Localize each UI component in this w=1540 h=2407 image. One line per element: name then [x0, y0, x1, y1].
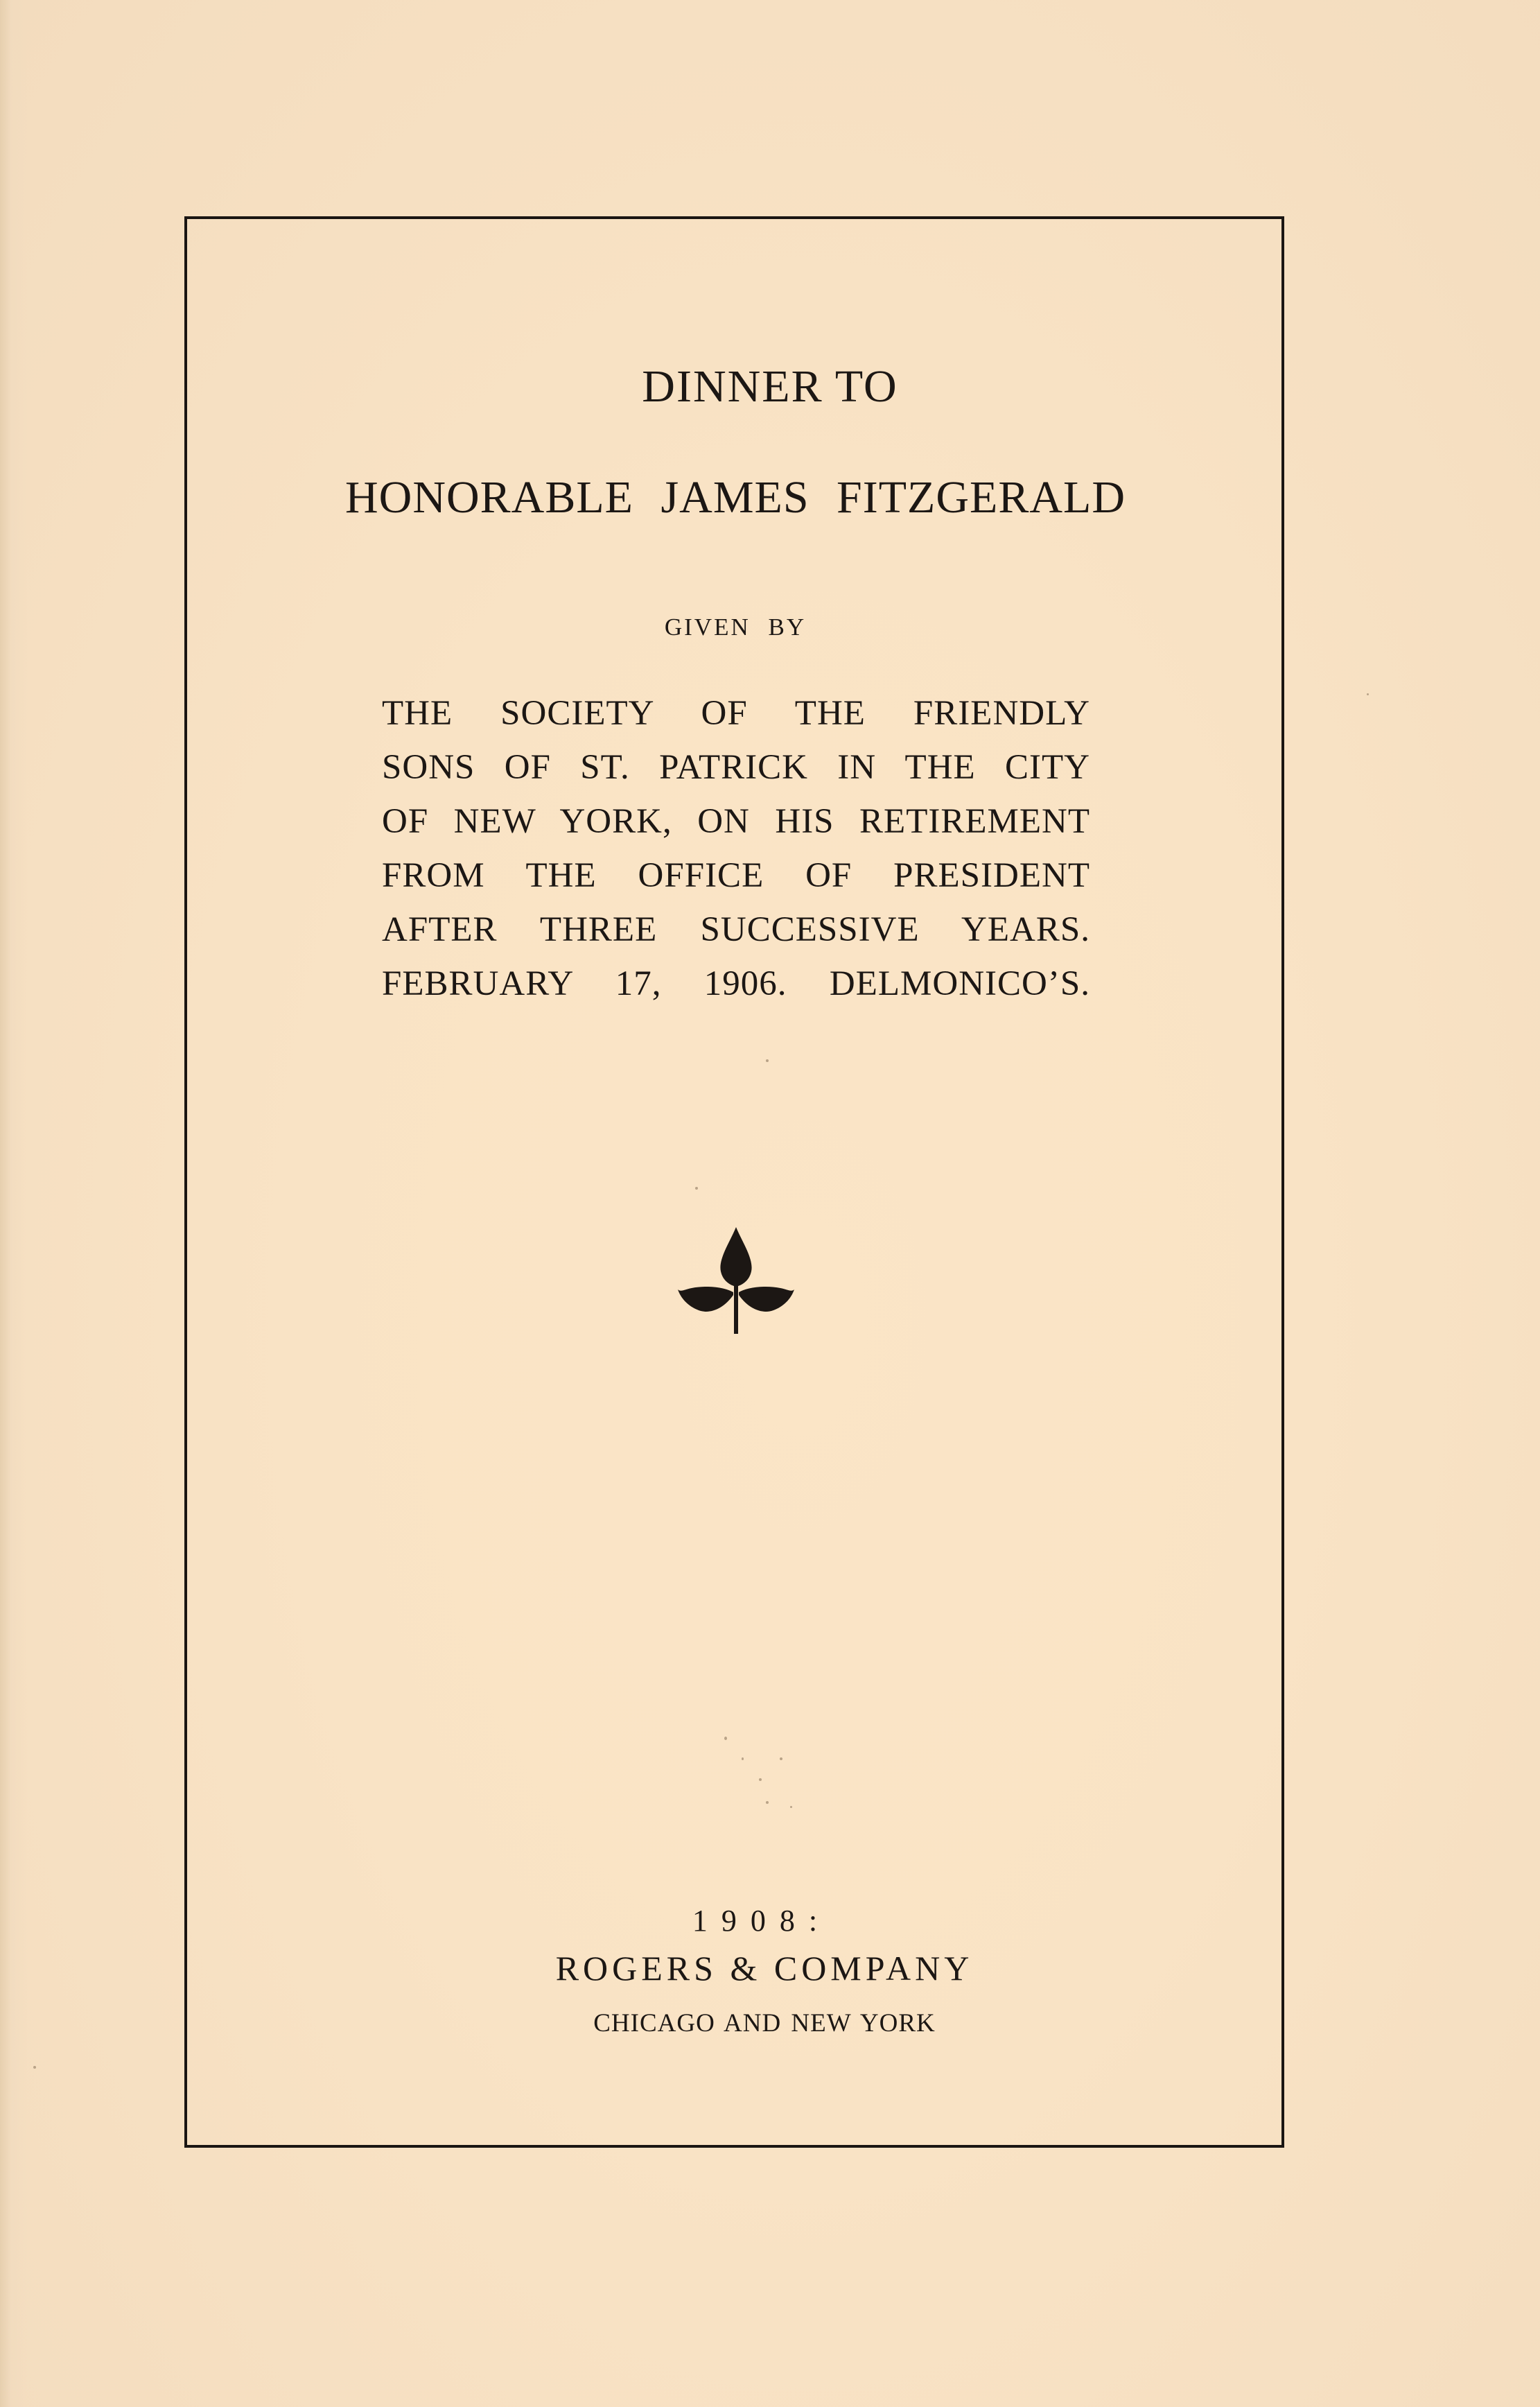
paper-speck [695, 1187, 698, 1190]
paper-speck [766, 1801, 769, 1804]
paper-speck [759, 1778, 762, 1781]
dedication-line: FEBRUARY 17, 1906. DELMONICO’S. [382, 964, 1090, 1003]
publisher-name: ROGERS & COMPANY [555, 1949, 974, 1988]
dedication-line: OF NEW YORK, ON HIS RETIREMENT [382, 802, 1090, 841]
dedication-line: THE SOCIETY OF THE FRIENDLY [382, 694, 1090, 733]
imprint-year: 1908: [692, 1904, 832, 1938]
leaf-ornament-icon [678, 1226, 794, 1335]
paper-speck [724, 1737, 727, 1740]
paper-speck [742, 1757, 744, 1760]
paper-speck [33, 2066, 36, 2069]
dedication-line: SONS OF ST. PATRICK IN THE CITY [382, 748, 1090, 787]
dedication-line: AFTER THREE SUCCESSIVE YEARS. [382, 910, 1090, 949]
dinner-heading: DINNER TO [642, 361, 898, 412]
paper-speck [790, 1806, 792, 1808]
paper-speck [766, 1059, 769, 1062]
paper-speck [780, 1757, 782, 1760]
publisher-place: CHICAGO AND NEW YORK [593, 2009, 936, 2037]
dedication-line: FROM THE OFFICE OF PRESIDENT [382, 856, 1090, 895]
given-by-label: GIVEN BY [664, 614, 807, 641]
dedication-paragraph [382, 686, 1090, 1011]
honoree-name: HONORABLE JAMES FITZGERALD [345, 472, 1126, 523]
paper-speck [1367, 693, 1369, 695]
